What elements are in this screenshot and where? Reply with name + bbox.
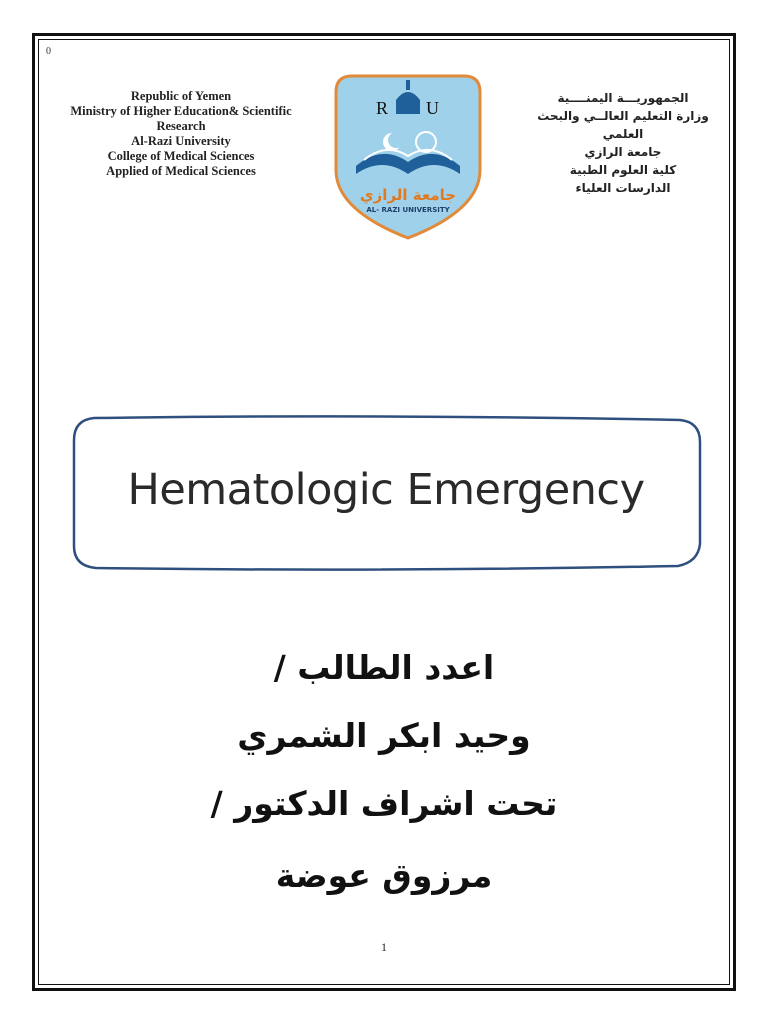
logo-english-name: AL- RAZI UNIVERSITY xyxy=(366,206,450,214)
corner-number: 0 xyxy=(46,46,51,57)
header-ar-line: الدارسات العلياء xyxy=(575,181,671,195)
header-en-line: Ministry of Higher Education& Scientific Research xyxy=(70,104,292,133)
header-en-line: Republic of Yemen xyxy=(130,89,232,103)
supervisor-name: مرزوق عوضة xyxy=(275,856,493,895)
header-en-line: Applied of Medical Sciences xyxy=(106,164,256,178)
document-title: Hematologic Emergency xyxy=(127,465,645,515)
header-ar-line: العلمي xyxy=(602,127,644,141)
student-name: وحيد ابكر الشمري xyxy=(237,716,531,755)
logo-letter-right: U xyxy=(426,98,439,118)
header-ar-line: جامعة الرازي xyxy=(584,145,662,159)
logo-arabic-name: جامعة الرازي xyxy=(359,186,457,204)
header-arabic xyxy=(532,89,714,197)
supervised-by-label: تحت اشراف الدكتور / xyxy=(210,784,558,823)
page-number: 1 xyxy=(381,940,387,954)
header-ar-line: كلية العلوم الطبية xyxy=(569,163,677,177)
header-en-line: College of Medical Sciences xyxy=(107,149,255,163)
logo-shield-icon xyxy=(330,70,486,242)
header-ar-line: وزارة التعليم العالــي والبحث xyxy=(537,109,709,123)
header-en-line: Al-Razi University xyxy=(131,134,231,148)
header-ar-line: الجمهوريـــة اليمنــــية xyxy=(557,91,689,105)
header-english xyxy=(52,89,310,179)
logo-letter-left: R xyxy=(376,98,389,118)
prepared-by-label: اعدد الطالب / xyxy=(273,648,495,687)
university-logo xyxy=(330,70,486,242)
